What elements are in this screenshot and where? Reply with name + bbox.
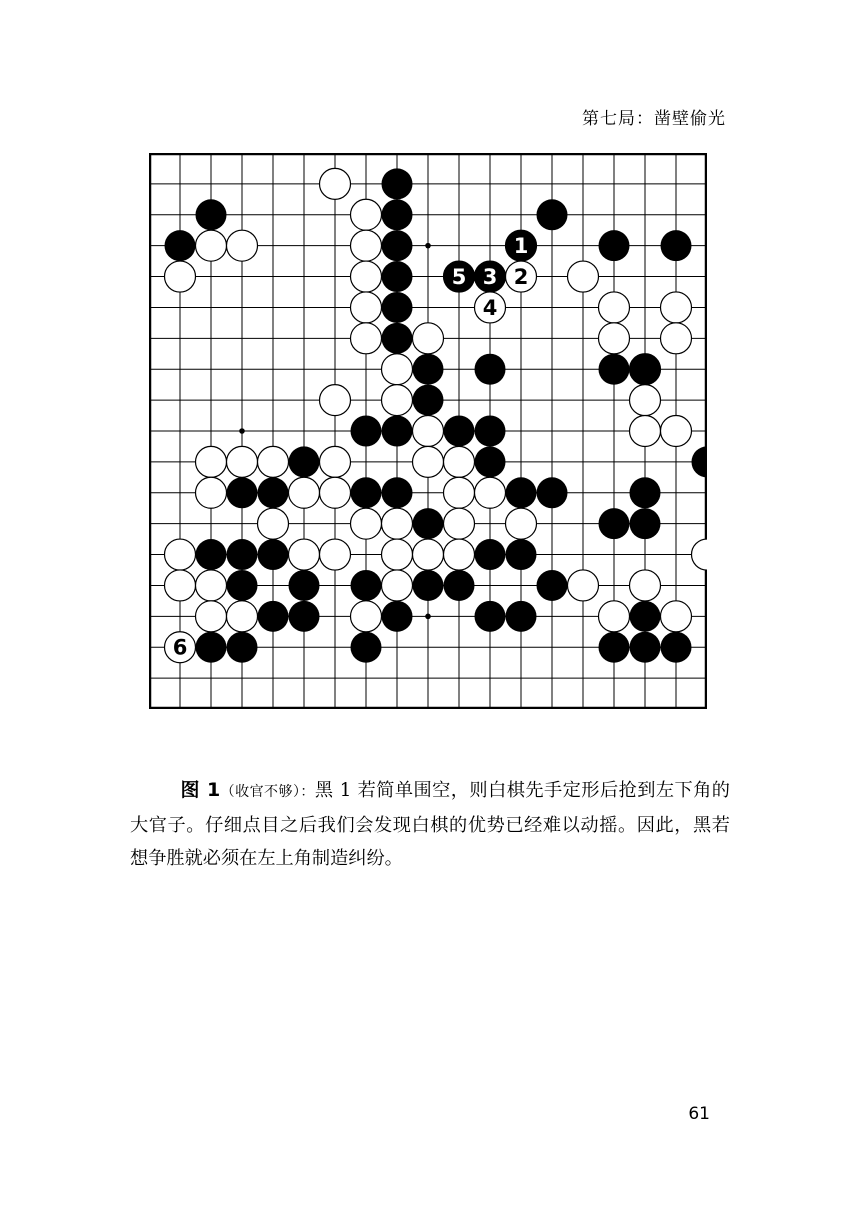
white-stone: [196, 570, 227, 601]
white-stone: [351, 292, 382, 323]
caption-text: 黑 1 若简单围空，则白棋先手定形后抢到左下角的大官子。仔细点目之后我们会发现白棋的优势已经难以动摇。因此，黑若想争胜就必须在左上角制造纠纷。: [130, 780, 730, 869]
go-board: [149, 153, 707, 709]
black-stone: [289, 570, 320, 601]
black-stone: [599, 230, 630, 261]
white-stone: [351, 261, 382, 292]
black-stone: [351, 477, 382, 508]
white-stone: [196, 601, 227, 632]
white-stone: [413, 446, 444, 477]
black-stone: [351, 632, 382, 663]
chapter-title: 第七局：凿壁偷光: [582, 109, 726, 129]
black-stone: [258, 477, 289, 508]
numbered-move: [475, 261, 506, 292]
numbered-move: [475, 292, 506, 323]
black-stone: [661, 632, 692, 663]
white-stone: [196, 446, 227, 477]
black-stone: [413, 570, 444, 601]
white-stone: [320, 539, 351, 570]
white-stone: [351, 323, 382, 354]
black-stone: [475, 446, 506, 477]
move-number: 4: [482, 295, 498, 320]
numbered-move: [506, 261, 537, 292]
numbered-move: [444, 261, 475, 292]
white-stone: [258, 508, 289, 539]
white-stone: [289, 477, 320, 508]
black-stone: [506, 539, 537, 570]
white-stone: [599, 601, 630, 632]
white-stone: [444, 477, 475, 508]
black-stone: [630, 508, 661, 539]
white-stone: [165, 570, 196, 601]
white-stone: [692, 539, 708, 570]
black-stone: [413, 508, 444, 539]
black-stone: [196, 199, 227, 230]
black-stone: [196, 632, 227, 663]
black-stone: [599, 354, 630, 385]
white-stone: [413, 416, 444, 447]
white-stone: [258, 446, 289, 477]
black-stone: [351, 570, 382, 601]
white-stone: [320, 385, 351, 416]
black-stone: [444, 416, 475, 447]
black-stone: [630, 601, 661, 632]
black-stone: [506, 601, 537, 632]
black-stone: [537, 570, 568, 601]
white-stone: [382, 354, 413, 385]
white-stone: [444, 508, 475, 539]
page-number: 61: [688, 1104, 710, 1124]
move-number: 3: [482, 265, 498, 290]
numbered-move: [506, 230, 537, 261]
black-stone: [382, 477, 413, 508]
white-stone: [661, 292, 692, 323]
white-stone: [413, 539, 444, 570]
white-stone: [382, 508, 413, 539]
black-stone: [382, 416, 413, 447]
move-number: 5: [451, 265, 467, 290]
white-stone: [630, 385, 661, 416]
move-number: 1: [513, 234, 529, 259]
black-stone: [382, 168, 413, 199]
white-stone: [444, 446, 475, 477]
black-stone: [475, 416, 506, 447]
white-stone: [475, 477, 506, 508]
black-stone: [382, 230, 413, 261]
black-stone: [196, 539, 227, 570]
black-stone: [227, 539, 258, 570]
move-number: 6: [172, 635, 188, 660]
black-stone: [506, 477, 537, 508]
black-stone: [227, 477, 258, 508]
white-stone: [196, 477, 227, 508]
white-stone: [165, 539, 196, 570]
white-stone: [661, 323, 692, 354]
black-stone: [382, 261, 413, 292]
white-stone: [568, 570, 599, 601]
star-point: [425, 614, 431, 620]
black-stone: [630, 354, 661, 385]
black-stone: [382, 292, 413, 323]
move-number: 2: [513, 265, 529, 290]
black-stone: [630, 632, 661, 663]
black-stone: [289, 446, 320, 477]
black-stone: [227, 632, 258, 663]
white-stone: [320, 477, 351, 508]
star-point: [425, 243, 431, 249]
black-stone: [475, 601, 506, 632]
black-stone: [475, 539, 506, 570]
black-stone: [382, 601, 413, 632]
white-stone: [289, 539, 320, 570]
black-stone: [382, 323, 413, 354]
white-stone: [351, 508, 382, 539]
black-stone: [599, 508, 630, 539]
white-stone: [599, 292, 630, 323]
black-stone: [475, 354, 506, 385]
black-stone: [413, 385, 444, 416]
white-stone: [227, 230, 258, 261]
white-stone: [351, 230, 382, 261]
white-stone: [568, 261, 599, 292]
white-stone: [165, 261, 196, 292]
black-stone: [630, 477, 661, 508]
star-point: [239, 428, 245, 434]
white-stone: [227, 446, 258, 477]
white-stone: [661, 416, 692, 447]
black-stone: [537, 199, 568, 230]
white-stone: [382, 385, 413, 416]
white-stone: [196, 230, 227, 261]
black-stone: [692, 446, 708, 477]
white-stone: [661, 601, 692, 632]
white-stone: [351, 199, 382, 230]
black-stone: [289, 601, 320, 632]
white-stone: [227, 601, 258, 632]
black-stone: [351, 416, 382, 447]
white-stone: [506, 508, 537, 539]
figure-caption: [130, 774, 730, 875]
white-stone: [351, 601, 382, 632]
black-stone: [227, 570, 258, 601]
black-stone: [444, 570, 475, 601]
black-stone: [413, 354, 444, 385]
white-stone: [599, 323, 630, 354]
white-stone: [413, 323, 444, 354]
black-stone: [382, 199, 413, 230]
black-stone: [537, 477, 568, 508]
white-stone: [320, 446, 351, 477]
white-stone: [630, 570, 661, 601]
figure-label: 图 1: [180, 779, 221, 801]
numbered-move: [165, 632, 196, 663]
go-board-diagram: [149, 153, 707, 709]
white-stone: [382, 539, 413, 570]
white-stone: [320, 168, 351, 199]
white-stone: [444, 539, 475, 570]
white-stone: [630, 416, 661, 447]
black-stone: [599, 632, 630, 663]
white-stone: [382, 570, 413, 601]
black-stone: [165, 230, 196, 261]
figure-note: （收官不够）：: [220, 784, 315, 800]
black-stone: [661, 230, 692, 261]
black-stone: [258, 539, 289, 570]
black-stone: [258, 601, 289, 632]
